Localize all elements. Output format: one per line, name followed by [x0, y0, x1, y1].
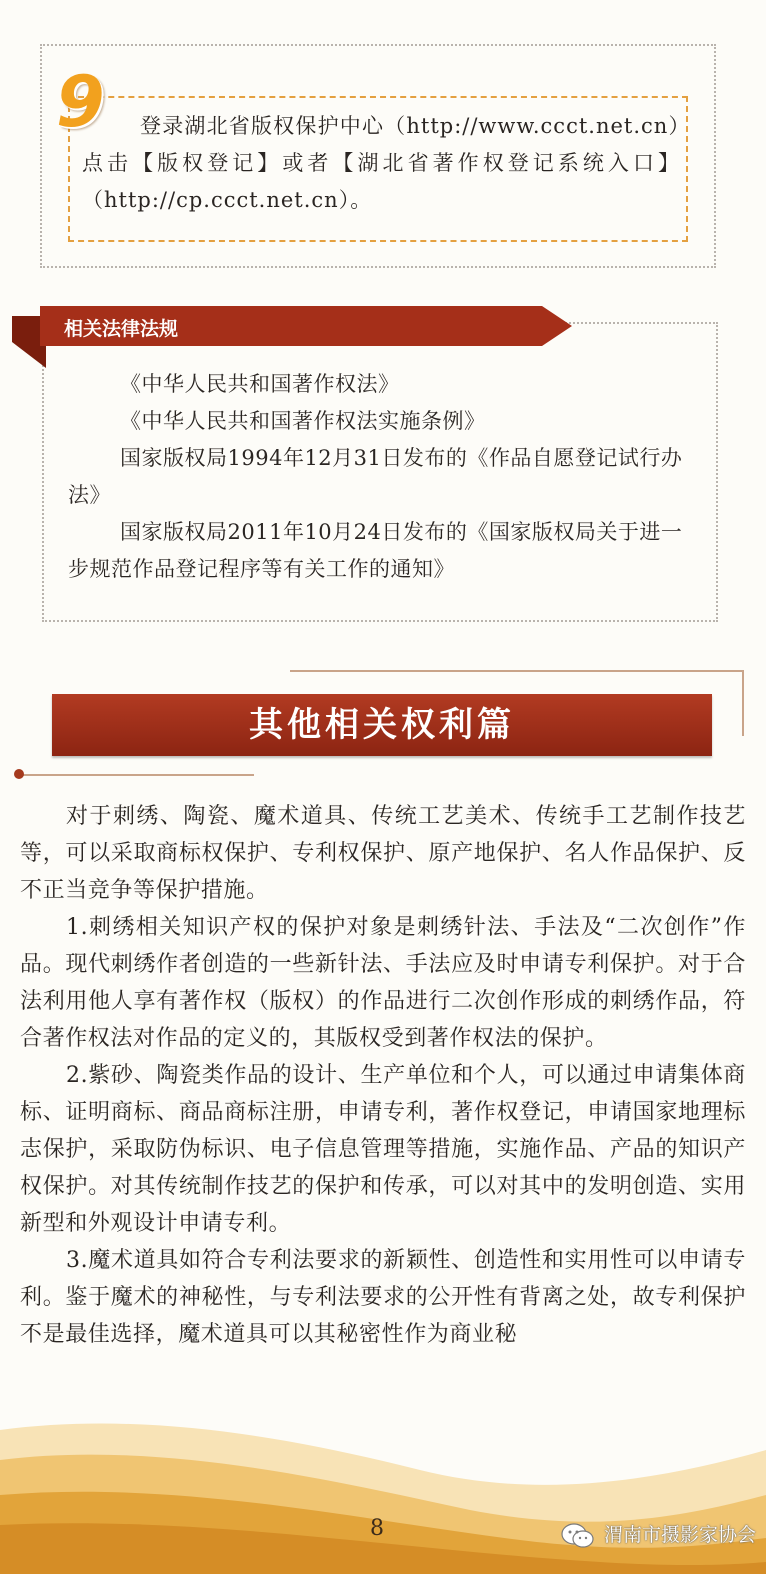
watermark-text: 渭南市摄影家协会 [604, 1524, 757, 1546]
chapter-title: 其他相关权利篇 [249, 705, 515, 745]
chapter-dot [14, 769, 24, 779]
law-item: 《中华人民共和国著作权法》 [120, 372, 400, 396]
step-number: 9 [56, 61, 105, 143]
chapter-frame-line [22, 774, 254, 776]
body-text [20, 798, 746, 1353]
body-paragraph: 2.紫砂、陶瓷类作品的设计、生产单位和个人，可以通过申请集体商标、证明商标、商品商标注册，申请专利，著作权登记，申请国家地理标志保护，采取防伪标识、电子信息管理等措施，实施作品、产品的知识产权保护。对其传统制作技艺的保护和传承，可以对其中的发明创造、实用新型和外观设计申请专利。 [20, 1063, 746, 1236]
chapter-frame-line [742, 670, 744, 736]
laws-title: 相关法律法规 [64, 318, 179, 340]
law-item: 《中华人民共和国著作权法实施条例》 [120, 409, 486, 433]
law-item: 国家版权局1994年12月31日发布的《作品自愿登记试行办法》 [68, 446, 683, 507]
body-paragraph: 1.刺绣相关知识产权的保护对象是刺绣针法、手法及“二次创作”作品。现代刺绣作者创造的一些新针法、手法应及时申请专利保护。对于合法利用他人享有著作权（版权）的作品进行二次创作形成的刺绣作品，符合著作权法对作品的定义的，其版权受到著作权法的保护。 [20, 915, 746, 1051]
wechat-icon [560, 1522, 596, 1550]
laws-list [68, 366, 698, 588]
body-paragraph: 对于刺绣、陶瓷、魔术道具、传统工艺美术、传统手工艺制作技艺等，可以采取商标权保护、专利权保护、原产地保护、名人作品保护、反不正当竞争等保护措施。 [20, 804, 746, 903]
page-number: 8 [370, 1516, 384, 1541]
law-item: 国家版权局2011年10月24日发布的《国家版权局关于进一步规范作品登记程序等有关工作的通知》 [68, 520, 683, 581]
chapter-frame-line [290, 670, 744, 672]
body-paragraph: 3.魔术道具如符合专利法要求的新颖性、创造性和实用性可以申请专利。鉴于魔术的神秘性，与专利法要求的公开性有背离之处，故专利保护不是最佳选择，魔术道具可以其秘密性作为商业秘 [20, 1248, 746, 1347]
step-text: 登录湖北省版权保护中心（http://www.ccct.net.cn）点击【版权登记】或者【湖北省著作权登记系统入口】（http://cp.ccct.net.cn）。 [82, 114, 680, 212]
